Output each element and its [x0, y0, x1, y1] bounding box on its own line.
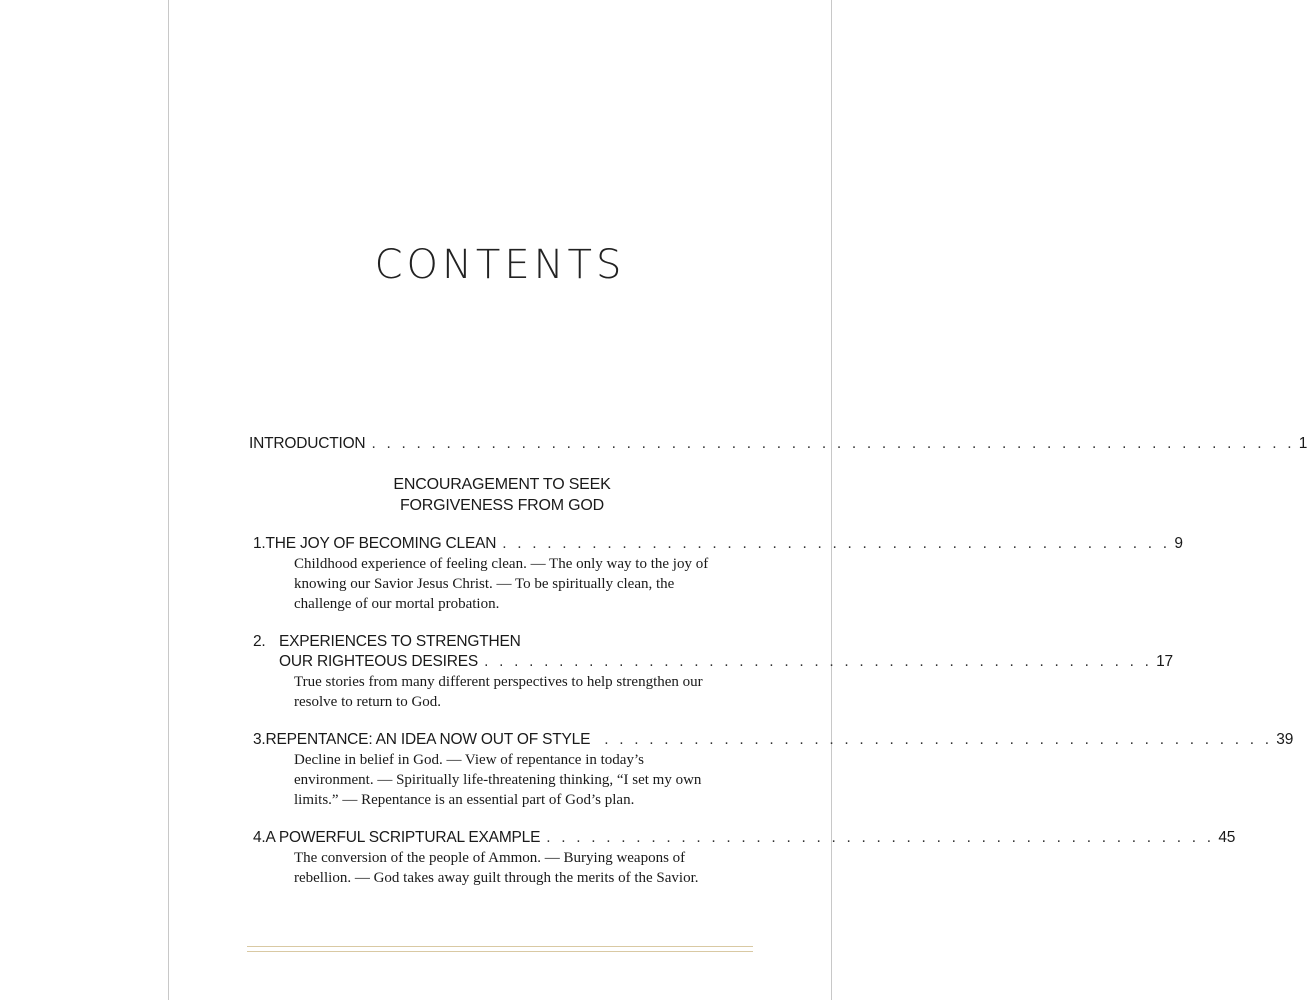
- chapter-number: 3.: [253, 731, 266, 748]
- toc-entry-chapter-3[interactable]: [249, 730, 1294, 810]
- entry-page-number: 39: [1276, 731, 1294, 748]
- book-page: [168, 0, 1307, 1000]
- entry-title: REPENTANCE: AN IDEA NOW OUT OF STYLE: [265, 731, 591, 748]
- toc-entry-chapter-4[interactable]: [249, 828, 1236, 888]
- page-title: CONTENTS: [374, 242, 626, 288]
- chapter-number: 2.: [253, 633, 266, 650]
- chapter-number: 1.: [253, 535, 266, 552]
- footer-rule-bottom: [247, 951, 753, 952]
- table-of-contents: [249, 434, 1307, 888]
- entry-title: OUR RIGHTEOUS DESIRES: [279, 653, 479, 670]
- section-heading-line1: ENCOURAGEMENT TO SEEK: [393, 476, 611, 493]
- entry-page-number: 1: [1298, 435, 1307, 452]
- chapter-description: The conversion of the people of Ammon. — Burying weapons of rebellion. — God takes away guilt through the merits of the Savior.: [294, 850, 699, 886]
- dot-leader: . . . . . . . . . . . . . . . . . . . . . . . . . . . . . . . . . . . . . . . . . . . . .: [546, 829, 1215, 846]
- entry-page-number: 45: [1218, 829, 1236, 846]
- entry-title-line1: EXPERIENCES TO STRENGTHEN: [279, 633, 521, 650]
- chapter-description: Decline in belief in God. — View of repentance in today’s environment. — Spiritually life-threatening thinking, “I set my own limits.” — Repentance is an essential part of God’s plan.: [294, 752, 702, 808]
- entry-page-number: 17: [1156, 653, 1173, 670]
- dot-leader: . . . . . . . . . . . . . . . . . . . . . . . . . . . . . . . . . . . . . . . . . . . . .: [502, 535, 1171, 552]
- footer-rule-top: [247, 946, 753, 947]
- dot-leader: . . . . . . . . . . . . . . . . . . . . . . . . . . . . . . . . . . . . . . . . . . . . .: [604, 731, 1273, 748]
- entry-title: A POWERFUL SCRIPTURAL EXAMPLE: [265, 829, 541, 846]
- chapter-description: Childhood experience of feeling clean. — The only way to the joy of knowing our Savior Jesus Christ. — To be spiritually clean, the challenge of our mortal probation.: [294, 556, 709, 612]
- entry-title: INTRODUCTION: [249, 435, 366, 452]
- entry-title: THE JOY OF BECOMING CLEAN: [265, 535, 497, 552]
- section-heading: [249, 474, 755, 516]
- dot-leader: . . . . . . . . . . . . . . . . . . . . . . . . . . . . . . . . . . . . . . . . . . . . . . . . . . . . . . . . . . . . . .: [371, 435, 1295, 452]
- section-heading-line2: FORGIVENESS FROM GOD: [399, 497, 605, 514]
- chapter-number: 4.: [253, 829, 266, 846]
- entry-page-number: 9: [1174, 535, 1183, 552]
- toc-entry-introduction[interactable]: [249, 434, 1307, 454]
- chapter-description: True stories from many different perspectives to help strengthen our resolve to return to God.: [294, 674, 703, 710]
- toc-entry-chapter-1[interactable]: [249, 534, 1183, 614]
- dot-leader: . . . . . . . . . . . . . . . . . . . . . . . . . . . . . . . . . . . . . . . . . . . . .: [484, 653, 1153, 670]
- toc-entry-chapter-2[interactable]: [249, 632, 1173, 712]
